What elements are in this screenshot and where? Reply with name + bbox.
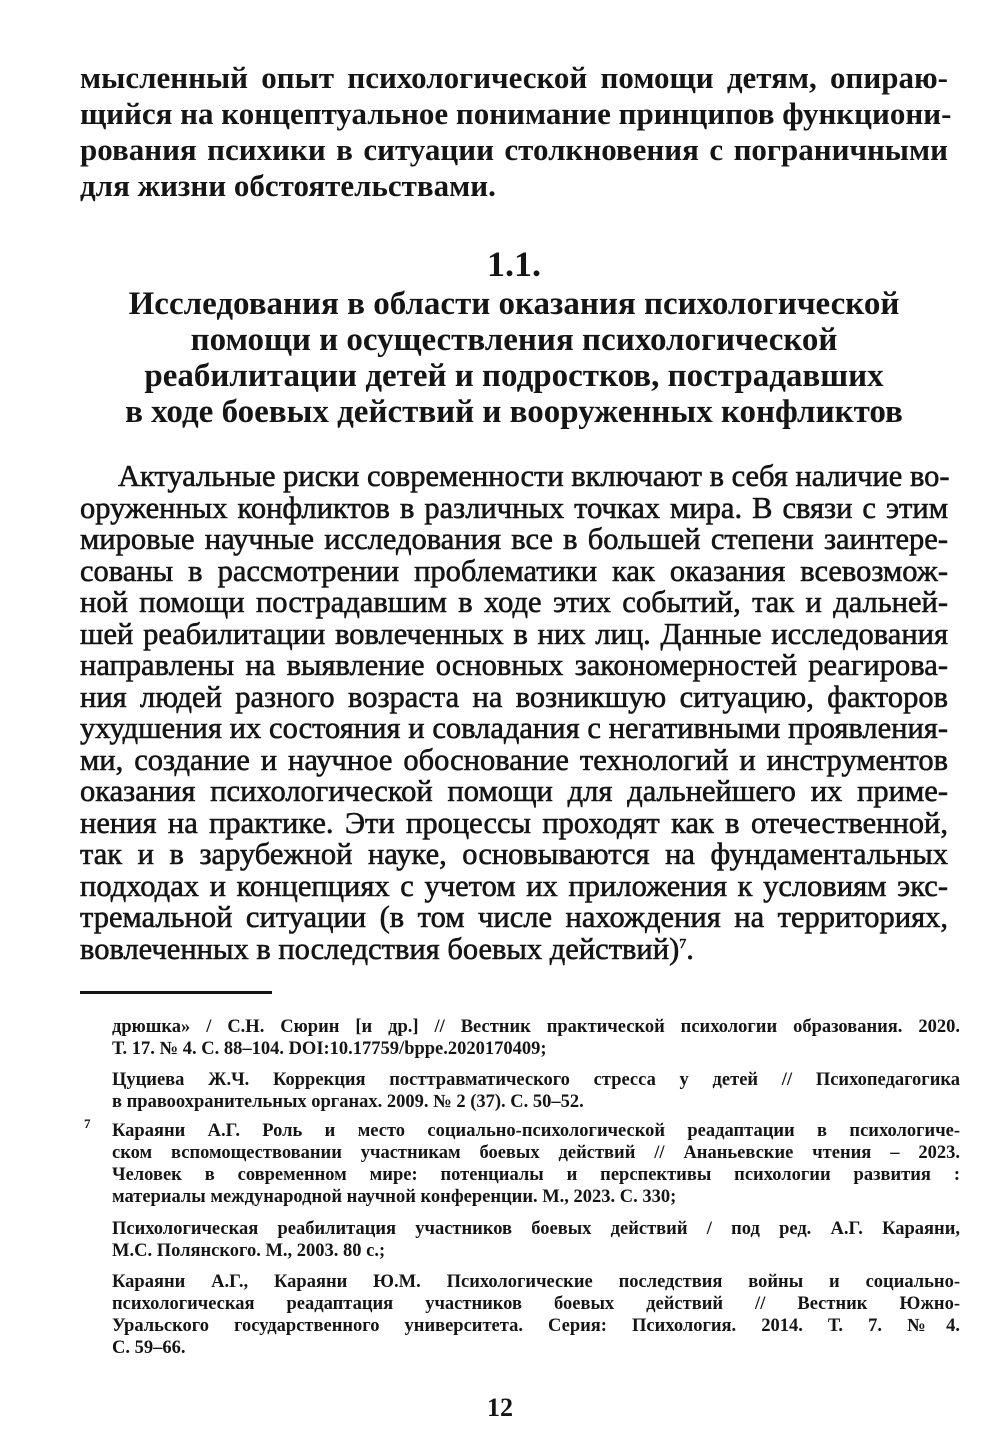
- footnote-line: С. 59–66.: [112, 1338, 186, 1358]
- body-line: так и в зарубежной науке, основываются на фундаментальных: [80, 837, 948, 871]
- intro-line: щийся на концептуальное понимание принципов функциони-: [80, 96, 952, 131]
- body-line: сованы в рассмотрении проблематики как оказания всевозмож-: [80, 553, 948, 588]
- body-line: тремальной ситуации (в том числе нахождения на территориях,: [80, 900, 948, 934]
- body-line: мировые научные исследования все в большей степени заинтере-: [80, 522, 948, 556]
- body-line: оруженных конфликтов в различных точках мира. В связи с этим: [80, 490, 948, 525]
- footnote-line: дрюшка» / С.Н. Сюрин [и др.] // Вестник практической психологии образования. 2020.: [112, 1017, 960, 1037]
- body-line-text: вовлеченных в последствия боевых действий): [80, 931, 680, 966]
- body-end-punct: .: [686, 931, 694, 966]
- body-line: ной помощи пострадавшим в ходе этих событий, так и дальней-: [80, 585, 948, 619]
- intro-line: рования психики в ситуации столкновения с пограничными: [80, 132, 948, 167]
- footnote-line: материалы международной научной конференции. М., 2023. С. 330;: [112, 1187, 677, 1207]
- body-line: направлены на выявление основных закономерностей реагирова-: [80, 648, 948, 682]
- footnote-line: Человек в современном мире: потенциалы и перспективы психологии развития :: [112, 1165, 960, 1185]
- footnote-line: в правоохранительных органах. 2009. № 2 (37). С. 50–52.: [112, 1092, 584, 1112]
- body-line: ухудшения их состояния и совладания с негативными проявления-: [80, 711, 948, 745]
- page-number: 12: [487, 1393, 513, 1422]
- footnote-line: психологическая реадаптация участников боевых действий // Вестник Южно-: [112, 1294, 960, 1314]
- footnote-line: ском вспомоществовании участникам боевых действий // Ананьевские чтения – 2023.: [112, 1143, 960, 1163]
- footnote-line: Уральского государственного университета. Серия: Психология. 2014. Т. 7. №4.: [112, 1316, 960, 1336]
- body-line: подходах и концепциях с учетом их приложения к условиям экс-: [80, 868, 948, 903]
- body-line-last: [80, 932, 948, 966]
- body-line: ния людей разного возраста на возникшую ситуацию, факторов: [80, 679, 948, 714]
- footnote-line: Караяни А.Г. Роль и место социально-психологической реадаптации в психологиче-: [112, 1121, 960, 1141]
- body-line: нения на практике. Эти процессы проходят как в отечественной,: [80, 805, 948, 840]
- footnote-marker-7: 7: [84, 1116, 91, 1131]
- body-line: ми, создание и научное обоснование технологий и инструментов: [80, 742, 948, 777]
- intro-line: для жизни обстоятельствами.: [80, 168, 496, 203]
- section-title-line: Исследования в области оказания психологической: [128, 286, 900, 322]
- footnote-line: М.С. Полянского. М., 2003. 80 с.;: [112, 1241, 386, 1261]
- section-title-line: реабилитации детей и подростков, пострадавших: [144, 358, 884, 394]
- footnote-line: Караяни А.Г., Караяни Ю.М. Психологические последствия войны и социально-: [112, 1272, 960, 1292]
- section-title-line: в ходе боевых действий и вооруженных конфликтов: [125, 394, 903, 430]
- section-title-line: помощи и осуществления психологической: [190, 322, 838, 358]
- footnote-line: Цуциева Ж.Ч. Коррекция посттравматического стресса у детей // Психопедагогика: [112, 1070, 960, 1090]
- section-number: 1.1.: [487, 244, 541, 284]
- footnote-separator: [80, 991, 272, 994]
- footnote-reference[interactable]: 7: [679, 936, 687, 952]
- intro-line: мысленный опыт психологической помощи детям, опираю-: [80, 60, 948, 95]
- footnote-line: Психологическая реабилитация участников боевых действий / под ред. А.Г. Караяни,: [112, 1219, 960, 1239]
- body-line: шей реабилитации вовлеченных в них лиц. Данные исследования: [80, 616, 948, 651]
- body-line: оказания психологической помощи для дальнейшего их приме-: [80, 774, 948, 808]
- body-line: Актуальные риски современности включают в себя наличие во-: [118, 459, 950, 493]
- footnote-line: Т. 17. № 4. С. 88–104. DOI:10.17759/bppe.2020170409;: [112, 1039, 547, 1059]
